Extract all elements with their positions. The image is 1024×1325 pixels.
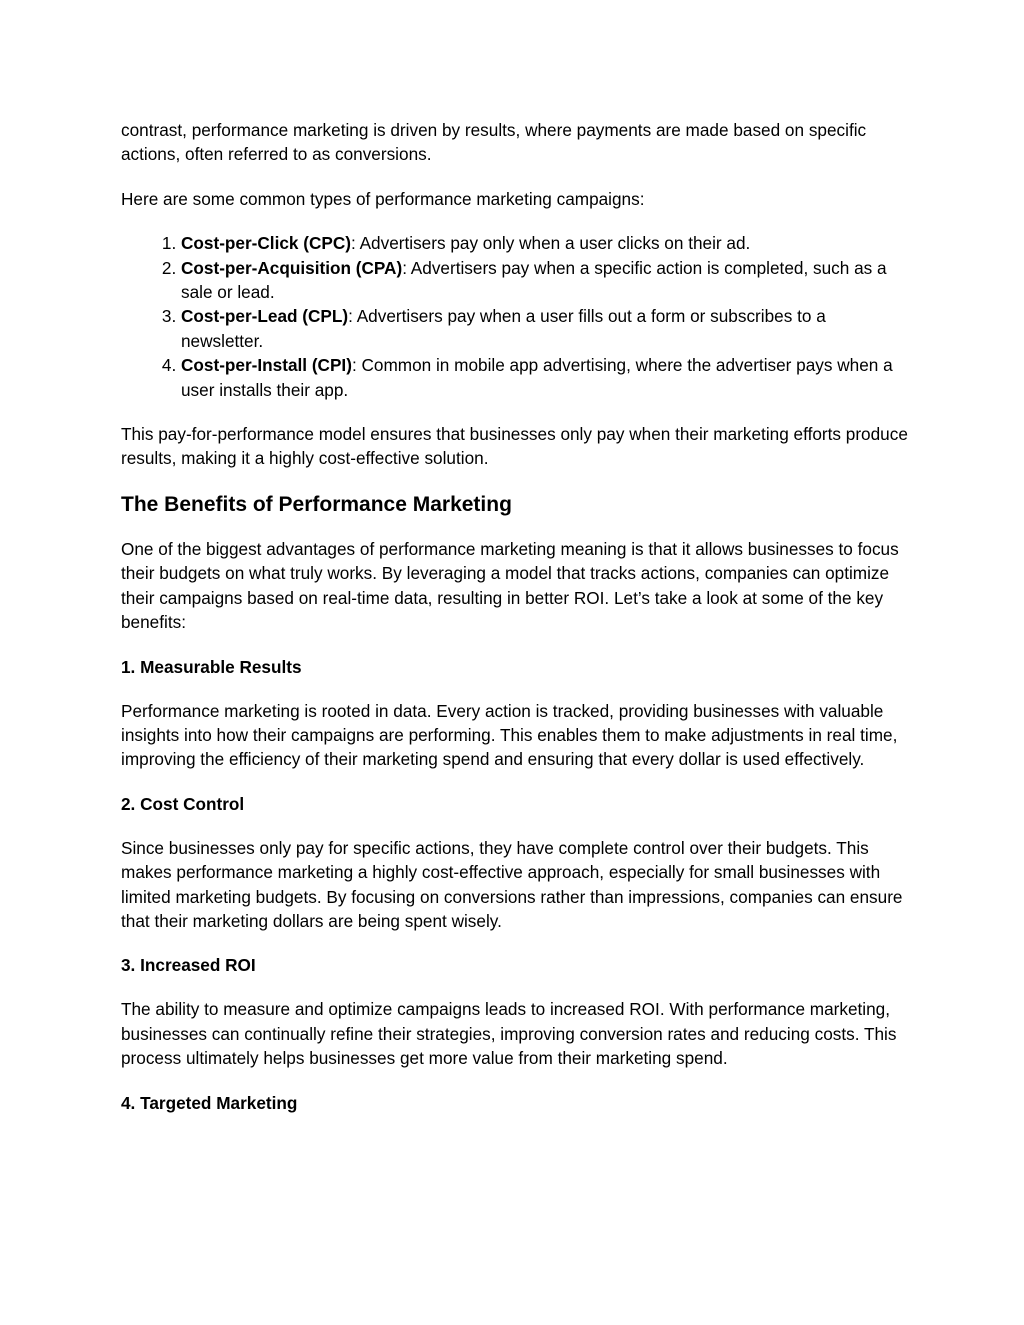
campaign-description: : Common in mobile app advertising, where the advertiser pays when a user installs their app. <box>181 355 893 400</box>
intro-continuation-paragraph: contrast, performance marketing is driven by results, where payments are made based on specific actions, often referred to as conversions. <box>121 120 867 165</box>
list-item <box>181 231 911 255</box>
benefits-heading: The Benefits of Performance Marketing <box>121 492 512 516</box>
campaign-term: Cost-per-Install (CPI) <box>181 355 352 376</box>
campaign-description: : Advertisers pay when a specific action is completed, such as a sale or lead. <box>181 257 887 303</box>
campaign-description: : Advertisers pay only when a user clicks on their ad. <box>350 233 751 254</box>
campaign-term: Cost-per-Click (CPC) <box>181 233 351 254</box>
list-item <box>181 256 911 305</box>
campaign-term: Cost-per-Acquisition (CPA) <box>181 257 403 278</box>
benefit-body-measurable-results: Performance marketing is rooted in data. Every action is tracked, providing businesses with valuable insights into how their campaigns are performing. This enables them to make adjustments in real time, improving the efficiency of their marketing spend and ensuring that every dollar is used effectively. <box>121 700 898 770</box>
campaign-term: Cost-per-Lead (CPL) <box>181 306 349 327</box>
benefit-heading-measurable-results: 1. Measurable Results <box>121 656 302 677</box>
campaign-description: : Advertisers pay when a user fills out a form or subscribes to a newsletter. <box>181 306 826 351</box>
summary-paragraph: This pay-for-performance model ensures that businesses only pay when their marketing efforts produce results, making it a highly cost-effective solution. <box>121 424 908 469</box>
benefit-body-cost-control: Since businesses only pay for specific actions, they have complete control over their budgets. This makes performance marketing a highly cost-effective approach, especially for small businesses with limited marketing budgets. By focusing on conversions rather than impressions, companies can ensure that their marketing dollars are being spent wisely. <box>121 837 903 931</box>
list-item <box>181 353 911 402</box>
benefit-body-increased-roi: The ability to measure and optimize campaigns leads to increased ROI. With performance marketing, businesses can continually refine their strategies, improving conversion rates and reducing costs. This process ultimately helps businesses get more value from their marketing spend. <box>121 999 897 1069</box>
document-page <box>121 118 911 1135</box>
campaign-types-list <box>121 231 911 402</box>
benefit-heading-targeted-marketing: 4. Targeted Marketing <box>121 1092 298 1113</box>
campaign-types-lead: Here are some common types of performance marketing campaigns: <box>121 188 645 209</box>
benefit-heading-cost-control: 2. Cost Control <box>121 793 245 814</box>
list-item <box>181 304 911 353</box>
benefit-heading-increased-roi: 3. Increased ROI <box>121 955 256 976</box>
benefits-intro-paragraph: One of the biggest advantages of performance marketing meaning is that it allows businesses to focus their budgets on what truly works. By leveraging a model that tracks actions, companies can optimize their campaigns based on real-time data, resulting in better ROI. Let’s take a look at some of the key benefits: <box>121 538 899 633</box>
